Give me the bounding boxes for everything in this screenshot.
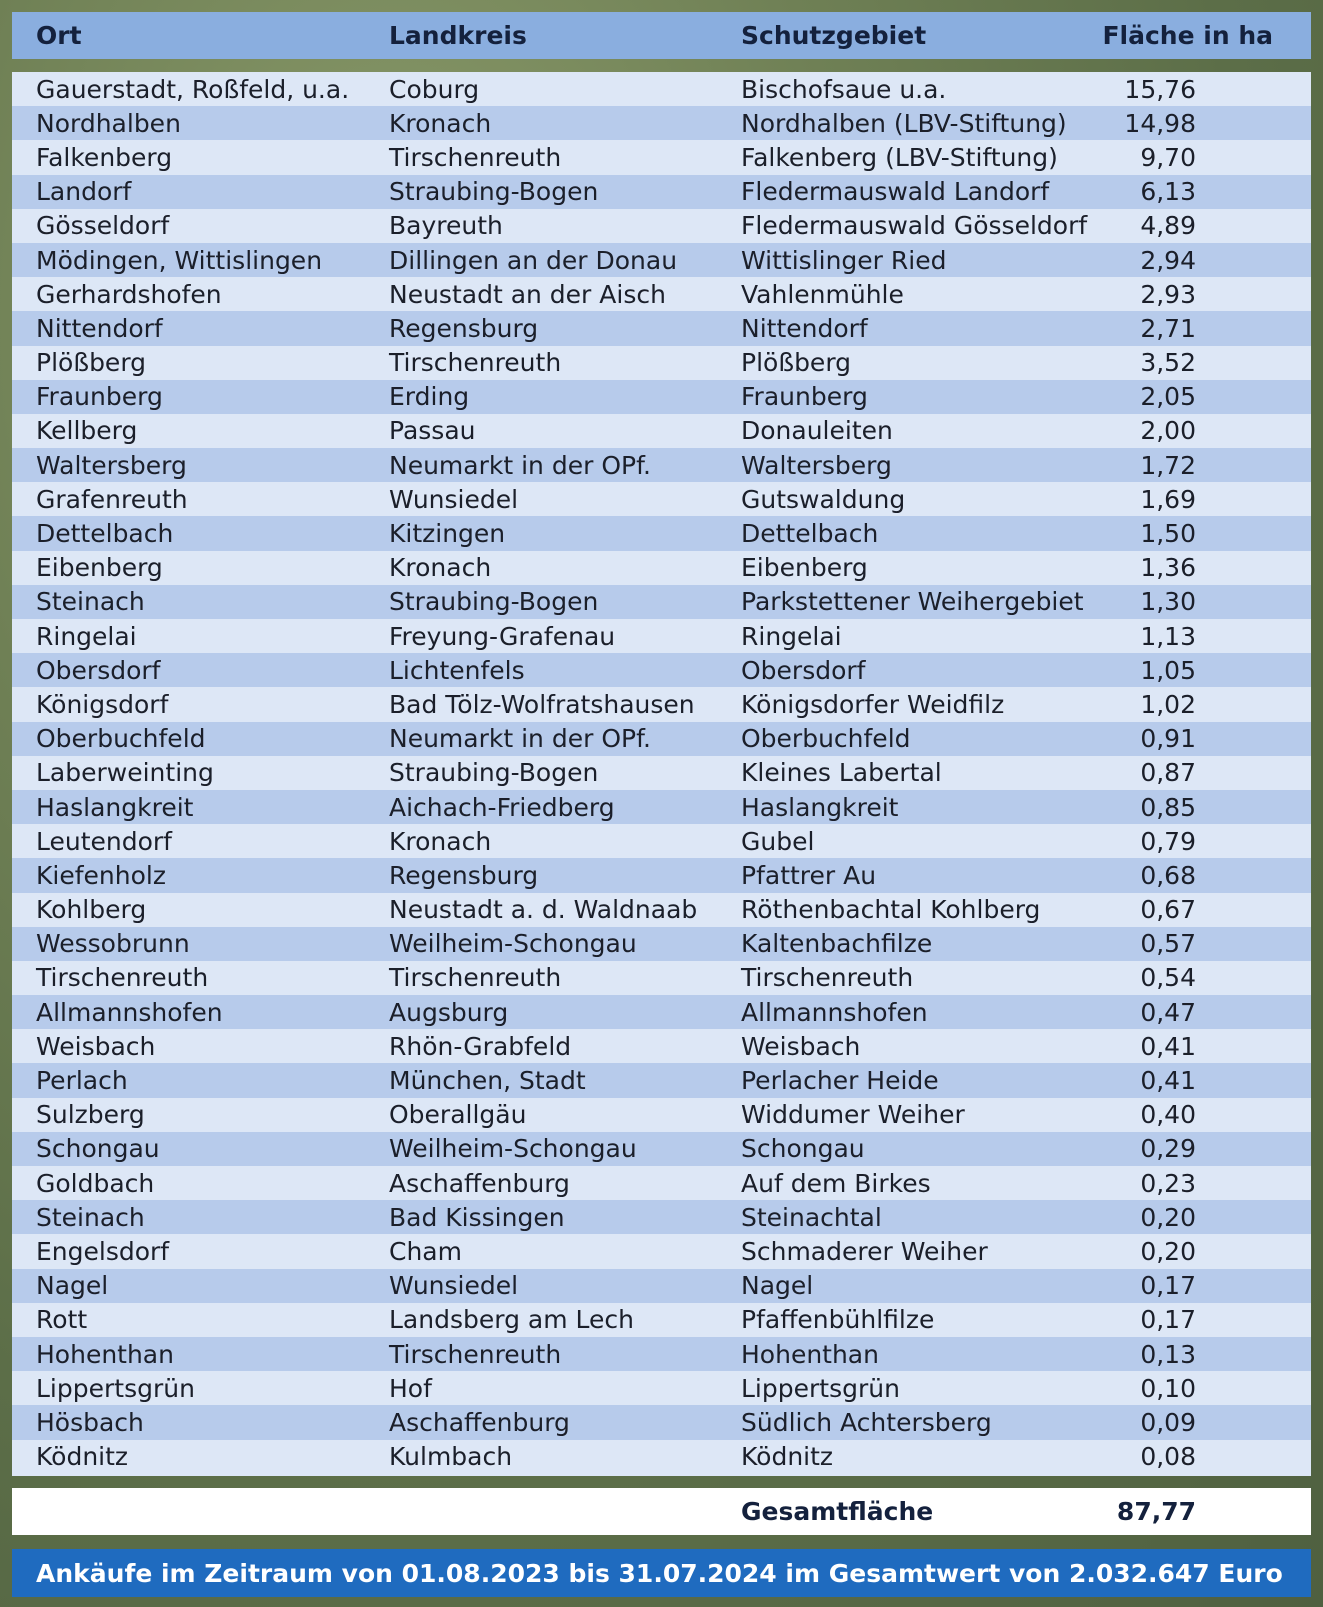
cell-ort: Leutendorf bbox=[36, 826, 172, 856]
table-row bbox=[12, 175, 1311, 209]
cell-ort: Falkenberg bbox=[36, 142, 173, 172]
cell-flaeche: 15,76 bbox=[1124, 74, 1196, 104]
cell-flaeche: 0,20 bbox=[1140, 1236, 1196, 1266]
cell-flaeche: 0,17 bbox=[1140, 1305, 1196, 1335]
cell-ort: Grafenreuth bbox=[36, 484, 188, 514]
cell-schutzgebiet: Röthenbachtal Kohlberg bbox=[741, 895, 1041, 925]
cell-ort: Gauerstadt, Roßfeld, u.a. bbox=[36, 74, 350, 104]
cell-flaeche: 0,13 bbox=[1140, 1339, 1196, 1369]
cell-landkreis: Wunsiedel bbox=[389, 1271, 519, 1301]
cell-schutzgebiet: Fledermauswald Landorf bbox=[741, 177, 1050, 207]
cell-ort: Allmannshofen bbox=[36, 997, 223, 1027]
cell-schutzgebiet: Vahlenmühle bbox=[741, 279, 904, 309]
table-row bbox=[12, 1063, 1311, 1097]
cell-schutzgebiet: Wittislinger Ried bbox=[741, 245, 947, 275]
cell-ort: Ringelai bbox=[36, 621, 137, 651]
cell-schutzgebiet: Ringelai bbox=[741, 621, 842, 651]
cell-schutzgebiet: Schmaderer Weiher bbox=[741, 1236, 988, 1266]
cell-flaeche: 2,93 bbox=[1140, 279, 1196, 309]
cell-schutzgebiet: Obersdorf bbox=[741, 655, 866, 685]
table-row bbox=[12, 482, 1311, 516]
total-label: Gesamtfläche bbox=[741, 1497, 934, 1526]
cell-flaeche: 1,69 bbox=[1140, 484, 1196, 514]
cell-flaeche: 6,13 bbox=[1140, 177, 1196, 207]
cell-flaeche: 1,02 bbox=[1140, 689, 1196, 719]
cell-schutzgebiet: Ködnitz bbox=[741, 1442, 834, 1472]
cell-landkreis: Passau bbox=[389, 416, 476, 446]
cell-schutzgebiet: Fraunberg bbox=[741, 382, 868, 412]
cell-ort: Wessobrunn bbox=[36, 929, 190, 959]
cell-schutzgebiet: Eibenberg bbox=[741, 553, 868, 583]
cell-ort: Kellberg bbox=[36, 416, 138, 446]
cell-ort: Sulzberg bbox=[36, 1100, 145, 1130]
table-row bbox=[12, 1132, 1311, 1166]
cell-schutzgebiet: Bischofsaue u.a. bbox=[741, 74, 947, 104]
cell-landkreis: Kronach bbox=[389, 826, 492, 856]
cell-schutzgebiet: Pfattrer Au bbox=[741, 860, 877, 890]
cell-ort: Lippertsgrün bbox=[36, 1373, 195, 1403]
cell-schutzgebiet: Lippertsgrün bbox=[741, 1373, 900, 1403]
column-header-landkreis: Landkreis bbox=[389, 21, 527, 50]
table-row bbox=[12, 140, 1311, 174]
cell-landkreis: Regensburg bbox=[389, 860, 539, 890]
cell-landkreis: Neustadt an der Aisch bbox=[389, 279, 666, 309]
cell-ort: Kiefenholz bbox=[36, 860, 166, 890]
cell-landkreis: Oberallgäu bbox=[389, 1100, 527, 1130]
cell-landkreis: Aschaffenburg bbox=[389, 1407, 570, 1437]
table-row bbox=[12, 1098, 1311, 1132]
cell-flaeche: 0,41 bbox=[1140, 1031, 1196, 1061]
cell-flaeche: 0,67 bbox=[1140, 895, 1196, 925]
cell-ort: Laberweinting bbox=[36, 758, 214, 788]
cell-schutzgebiet: Tirschenreuth bbox=[741, 963, 914, 993]
cell-flaeche: 0,10 bbox=[1140, 1373, 1196, 1403]
cell-ort: Steinach bbox=[36, 587, 145, 617]
total-row bbox=[12, 1488, 1311, 1535]
cell-ort: Hohenthan bbox=[36, 1339, 174, 1369]
table-row bbox=[12, 277, 1311, 311]
cell-ort: Waltersberg bbox=[36, 450, 187, 480]
cell-landkreis: Wunsiedel bbox=[389, 484, 519, 514]
cell-ort: Plößberg bbox=[36, 348, 147, 378]
table-row bbox=[12, 1029, 1311, 1063]
cell-landkreis: München, Stadt bbox=[389, 1066, 586, 1096]
cell-flaeche: 0,79 bbox=[1140, 826, 1196, 856]
cell-schutzgebiet: Gutswaldung bbox=[741, 484, 906, 514]
cell-landkreis: Weilheim-Schongau bbox=[389, 929, 637, 959]
cell-flaeche: 0,40 bbox=[1140, 1100, 1196, 1130]
cell-schutzgebiet: Kaltenbachfilze bbox=[741, 929, 933, 959]
cell-ort: Nordhalben bbox=[36, 108, 181, 138]
cell-flaeche: 0,17 bbox=[1140, 1271, 1196, 1301]
cell-flaeche: 1,05 bbox=[1140, 655, 1196, 685]
table-row bbox=[12, 448, 1311, 482]
table-row bbox=[12, 893, 1311, 927]
cell-landkreis: Tirschenreuth bbox=[389, 348, 562, 378]
table-row bbox=[12, 1166, 1311, 1200]
cell-flaeche: 0,41 bbox=[1140, 1066, 1196, 1096]
table-row bbox=[12, 1337, 1311, 1371]
table-row bbox=[12, 516, 1311, 550]
cell-flaeche: 1,30 bbox=[1140, 587, 1196, 617]
cell-landkreis: Lichtenfels bbox=[389, 655, 525, 685]
table-row bbox=[12, 1303, 1311, 1337]
cell-schutzgebiet: Dettelbach bbox=[741, 519, 879, 549]
table-row bbox=[12, 687, 1311, 721]
cell-ort: Königsdorf bbox=[36, 689, 169, 719]
cell-flaeche: 1,13 bbox=[1140, 621, 1196, 651]
table-row bbox=[12, 1269, 1311, 1303]
table-row bbox=[12, 209, 1311, 243]
cell-schutzgebiet: Auf dem Birkes bbox=[741, 1168, 931, 1198]
cell-flaeche: 1,50 bbox=[1140, 519, 1196, 549]
cell-schutzgebiet: Hohenthan bbox=[741, 1339, 879, 1369]
cell-landkreis: Aichach-Friedberg bbox=[389, 792, 615, 822]
cell-schutzgebiet: Widdumer Weiher bbox=[741, 1100, 965, 1130]
cell-ort: Kohlberg bbox=[36, 895, 147, 925]
cell-flaeche: 0,54 bbox=[1140, 963, 1196, 993]
cell-ort: Nittendorf bbox=[36, 313, 163, 343]
table-row bbox=[12, 722, 1311, 756]
cell-landkreis: Landsberg am Lech bbox=[389, 1305, 634, 1335]
cell-ort: Steinach bbox=[36, 1202, 145, 1232]
cell-schutzgebiet: Nordhalben (LBV-Stiftung) bbox=[741, 108, 1067, 138]
cell-ort: Eibenberg bbox=[36, 553, 163, 583]
cell-landkreis: Bad Tölz-Wolfratshausen bbox=[389, 689, 695, 719]
cell-landkreis: Coburg bbox=[389, 74, 480, 104]
cell-flaeche: 14,98 bbox=[1124, 108, 1196, 138]
cell-landkreis: Bad Kissingen bbox=[389, 1202, 565, 1232]
cell-schutzgebiet: Weisbach bbox=[741, 1031, 861, 1061]
table-header bbox=[12, 12, 1311, 59]
cell-landkreis: Hof bbox=[389, 1373, 432, 1403]
cell-ort: Nagel bbox=[36, 1271, 109, 1301]
cell-ort: Tirschenreuth bbox=[36, 963, 209, 993]
cell-schutzgebiet: Schongau bbox=[741, 1134, 865, 1164]
cell-ort: Dettelbach bbox=[36, 519, 174, 549]
cell-landkreis: Bayreuth bbox=[389, 211, 503, 241]
table-row bbox=[12, 1200, 1311, 1234]
cell-ort: Rott bbox=[36, 1305, 88, 1335]
cell-ort: Gerhardshofen bbox=[36, 279, 222, 309]
cell-landkreis: Straubing-Bogen bbox=[389, 758, 599, 788]
cell-schutzgebiet: Kleines Labertal bbox=[741, 758, 942, 788]
cell-landkreis: Tirschenreuth bbox=[389, 142, 562, 172]
cell-flaeche: 0,87 bbox=[1140, 758, 1196, 788]
cell-landkreis: Rhön-Grabfeld bbox=[389, 1031, 572, 1061]
cell-flaeche: 1,36 bbox=[1140, 553, 1196, 583]
cell-flaeche: 0,29 bbox=[1140, 1134, 1196, 1164]
cell-landkreis: Dillingen an der Donau bbox=[389, 245, 678, 275]
cell-landkreis: Cham bbox=[389, 1236, 462, 1266]
cell-flaeche: 0,23 bbox=[1140, 1168, 1196, 1198]
cell-flaeche: 0,85 bbox=[1140, 792, 1196, 822]
column-header-schutzgebiet: Schutzgebiet bbox=[741, 21, 927, 50]
cell-schutzgebiet: Oberbuchfeld bbox=[741, 724, 911, 754]
cell-ort: Landorf bbox=[36, 177, 132, 207]
footer-banner bbox=[12, 1549, 1311, 1597]
cell-schutzgebiet: Nittendorf bbox=[741, 313, 868, 343]
cell-ort: Perlach bbox=[36, 1066, 128, 1096]
cell-flaeche: 0,57 bbox=[1140, 929, 1196, 959]
cell-landkreis: Kronach bbox=[389, 108, 492, 138]
table-row bbox=[12, 585, 1311, 619]
cell-flaeche: 0,47 bbox=[1140, 997, 1196, 1027]
cell-ort: Obersdorf bbox=[36, 655, 161, 685]
cell-schutzgebiet: Haslangkreit bbox=[741, 792, 899, 822]
cell-schutzgebiet: Allmannshofen bbox=[741, 997, 928, 1027]
footer-text: Ankäufe im Zeitraum von 01.08.2023 bis 31.07.2024 im Gesamtwert von 2.032.647 Euro bbox=[36, 1558, 1283, 1588]
cell-flaeche: 3,52 bbox=[1140, 348, 1196, 378]
table-row bbox=[12, 1371, 1311, 1405]
table-row bbox=[12, 995, 1311, 1029]
cell-ort: Gösseldorf bbox=[36, 211, 170, 241]
cell-schutzgebiet: Gubel bbox=[741, 826, 815, 856]
cell-ort: Oberbuchfeld bbox=[36, 724, 206, 754]
cell-landkreis: Straubing-Bogen bbox=[389, 177, 599, 207]
table-row bbox=[12, 824, 1311, 858]
table-row bbox=[12, 414, 1311, 448]
cell-landkreis: Erding bbox=[389, 382, 470, 412]
cell-schutzgebiet: Königsdorfer Weidfilz bbox=[741, 689, 1005, 719]
cell-ort: Mödingen, Wittislingen bbox=[36, 245, 323, 275]
cell-landkreis: Neumarkt in der OPf. bbox=[389, 724, 651, 754]
table-row bbox=[12, 72, 1311, 106]
cell-landkreis: Weilheim-Schongau bbox=[389, 1134, 637, 1164]
cell-schutzgebiet: Falkenberg (LBV-Stiftung) bbox=[741, 142, 1058, 172]
cell-flaeche: 0,20 bbox=[1140, 1202, 1196, 1232]
table-row bbox=[12, 1405, 1311, 1439]
cell-landkreis: Neustadt a. d. Waldnaab bbox=[389, 895, 698, 925]
table-body bbox=[12, 72, 1311, 1476]
cell-schutzgebiet: Steinachtal bbox=[741, 1202, 882, 1232]
table-row bbox=[12, 551, 1311, 585]
cell-landkreis: Freyung-Grafenau bbox=[389, 621, 616, 651]
table-row bbox=[12, 243, 1311, 277]
cell-landkreis: Straubing-Bogen bbox=[389, 587, 599, 617]
cell-flaeche: 2,94 bbox=[1140, 245, 1196, 275]
cell-landkreis: Kulmbach bbox=[389, 1442, 513, 1472]
table-row bbox=[12, 106, 1311, 140]
cell-schutzgebiet: Südlich Achtersberg bbox=[741, 1407, 992, 1437]
cell-schutzgebiet: Pfaffenbühlfilze bbox=[741, 1305, 935, 1335]
cell-flaeche: 2,05 bbox=[1140, 382, 1196, 412]
cell-ort: Goldbach bbox=[36, 1168, 155, 1198]
cell-ort: Haslangkreit bbox=[36, 792, 194, 822]
cell-flaeche: 0,08 bbox=[1140, 1442, 1196, 1472]
cell-ort: Ködnitz bbox=[36, 1442, 129, 1472]
cell-ort: Schongau bbox=[36, 1134, 160, 1164]
cell-landkreis: Aschaffenburg bbox=[389, 1168, 570, 1198]
cell-ort: Weisbach bbox=[36, 1031, 156, 1061]
cell-flaeche: 0,09 bbox=[1140, 1407, 1196, 1437]
table-row bbox=[12, 961, 1311, 995]
cell-landkreis: Kitzingen bbox=[389, 519, 506, 549]
cell-schutzgebiet: Perlacher Heide bbox=[741, 1066, 939, 1096]
cell-landkreis: Tirschenreuth bbox=[389, 963, 562, 993]
table-row bbox=[12, 346, 1311, 380]
cell-landkreis: Augsburg bbox=[389, 997, 509, 1027]
cell-flaeche: 0,91 bbox=[1140, 724, 1196, 754]
cell-flaeche: 2,71 bbox=[1140, 313, 1196, 343]
cell-flaeche: 2,00 bbox=[1140, 416, 1196, 446]
cell-flaeche: 4,89 bbox=[1140, 211, 1196, 241]
cell-landkreis: Tirschenreuth bbox=[389, 1339, 562, 1369]
column-header-ort: Ort bbox=[36, 21, 82, 50]
cell-flaeche: 0,68 bbox=[1140, 860, 1196, 890]
table-row bbox=[12, 380, 1311, 414]
cell-schutzgebiet: Fledermauswald Gösseldorf bbox=[741, 211, 1088, 241]
table-row bbox=[12, 927, 1311, 961]
table-row bbox=[12, 858, 1311, 892]
table-row bbox=[12, 311, 1311, 345]
cell-landkreis: Kronach bbox=[389, 553, 492, 583]
table-row bbox=[12, 756, 1311, 790]
cell-ort: Engelsdorf bbox=[36, 1236, 170, 1266]
column-header-flaeche: Fläche in ha bbox=[1102, 21, 1273, 50]
table-row bbox=[12, 1440, 1311, 1474]
total-value: 87,77 bbox=[1116, 1497, 1196, 1526]
cell-landkreis: Regensburg bbox=[389, 313, 539, 343]
cell-schutzgebiet: Plößberg bbox=[741, 348, 852, 378]
cell-schutzgebiet: Nagel bbox=[741, 1271, 814, 1301]
cell-schutzgebiet: Parkstettener Weihergebiet bbox=[741, 587, 1084, 617]
cell-flaeche: 1,72 bbox=[1140, 450, 1196, 480]
table-row bbox=[12, 619, 1311, 653]
cell-ort: Hösbach bbox=[36, 1407, 144, 1437]
table-row bbox=[12, 1234, 1311, 1268]
cell-schutzgebiet: Donauleiten bbox=[741, 416, 893, 446]
table-row bbox=[12, 790, 1311, 824]
table-row bbox=[12, 653, 1311, 687]
cell-flaeche: 9,70 bbox=[1140, 142, 1196, 172]
cell-ort: Fraunberg bbox=[36, 382, 163, 412]
cell-landkreis: Neumarkt in der OPf. bbox=[389, 450, 651, 480]
cell-schutzgebiet: Waltersberg bbox=[741, 450, 892, 480]
